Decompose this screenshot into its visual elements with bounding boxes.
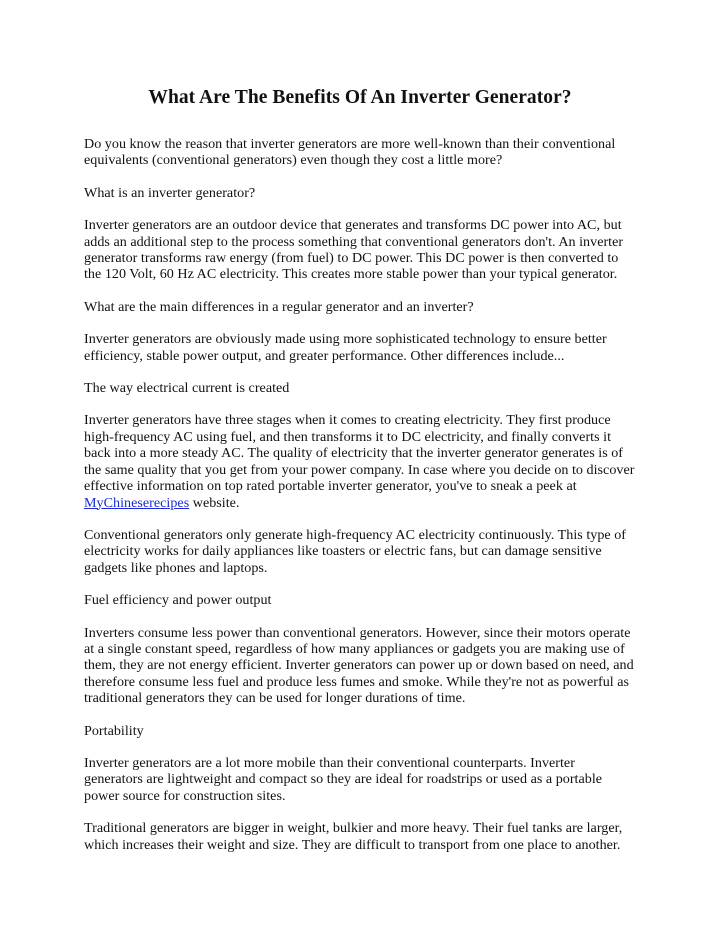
heading-differences: What are the main differences in a regular generator and an inverter? — [84, 298, 474, 315]
paragraph-definition: Inverter generators are an outdoor device that generates and transforms DC power into AC, but adds an additional step to the process something that conventional generators don't. An inverter generator transforms raw energy (from fuel) to DC power. This DC power is then converted to the 120 Volt, 60 Hz AC electricity. This creates more stable power than your typical generator. — [84, 217, 624, 283]
paragraph-three-stages — [84, 412, 636, 510]
paragraph-differences: Inverter generators are obviously made using more sophisticated technology to ensure better efficiency, stable power output, and greater performance. Other differences include... — [84, 331, 607, 364]
paragraph-portability: Inverter generators are a lot more mobile than their conventional counterparts. Inverter generators are lightweight and compact so they are ideal for roadstrips or used as a portable power source for construction sites. — [84, 754, 603, 804]
paragraph-conventional: Conventional generators only generate high-frequency AC electricity continuously. This type of electricity works for daily appliances like toasters or electric fans, but can damage sensitive gadgets like phones and laptops. — [84, 526, 626, 576]
paragraph-intro: Do you know the reason that inverter generators are more well-known than their conventional equivalents (conventional generators) even though they cost a little more? — [84, 136, 616, 169]
paragraph-fuel: Inverters consume less power than conventional generators. However, since their motors operate at a single constant speed, regardless of how many appliances or gadgets you are making use of them, they are not energy efficient. Inverter generators can power up or down based on need, and therefore consume less fuel and produce less fumes and smoke. While they're not as powerful as traditional generators they can be used for longer durations of time. — [84, 624, 634, 707]
paragraph-traditional: Traditional generators are bigger in weight, bulkier and more heavy. Their fuel tanks are larger, which increases their weight and size. They are difficult to transport from one place to another. — [84, 820, 623, 853]
paragraph-three-stages-text: Inverter generators have three stages when it comes to creating electricity. They first produce high-frequency AC using fuel, and then transforms it to DC electricity, and finally converts it back into a more steady AC. The quality of electricity that the inverter generator generates is of the same quality that you get from your power company. In case where you decide on to discover effective information on top rated portable inverter generator, you've to sneak a peek at — [84, 412, 635, 495]
document-title: What Are The Benefits Of An Inverter Generator? — [148, 87, 572, 108]
link-suffix-text: website. — [189, 494, 240, 511]
heading-portability: Portability — [84, 722, 144, 739]
mychineserecipes-link[interactable]: MyChineserecipes — [84, 494, 190, 511]
heading-fuel: Fuel efficiency and power output — [84, 592, 272, 609]
heading-what-is: What is an inverter generator? — [84, 184, 256, 201]
heading-current: The way electrical current is created — [84, 380, 290, 397]
